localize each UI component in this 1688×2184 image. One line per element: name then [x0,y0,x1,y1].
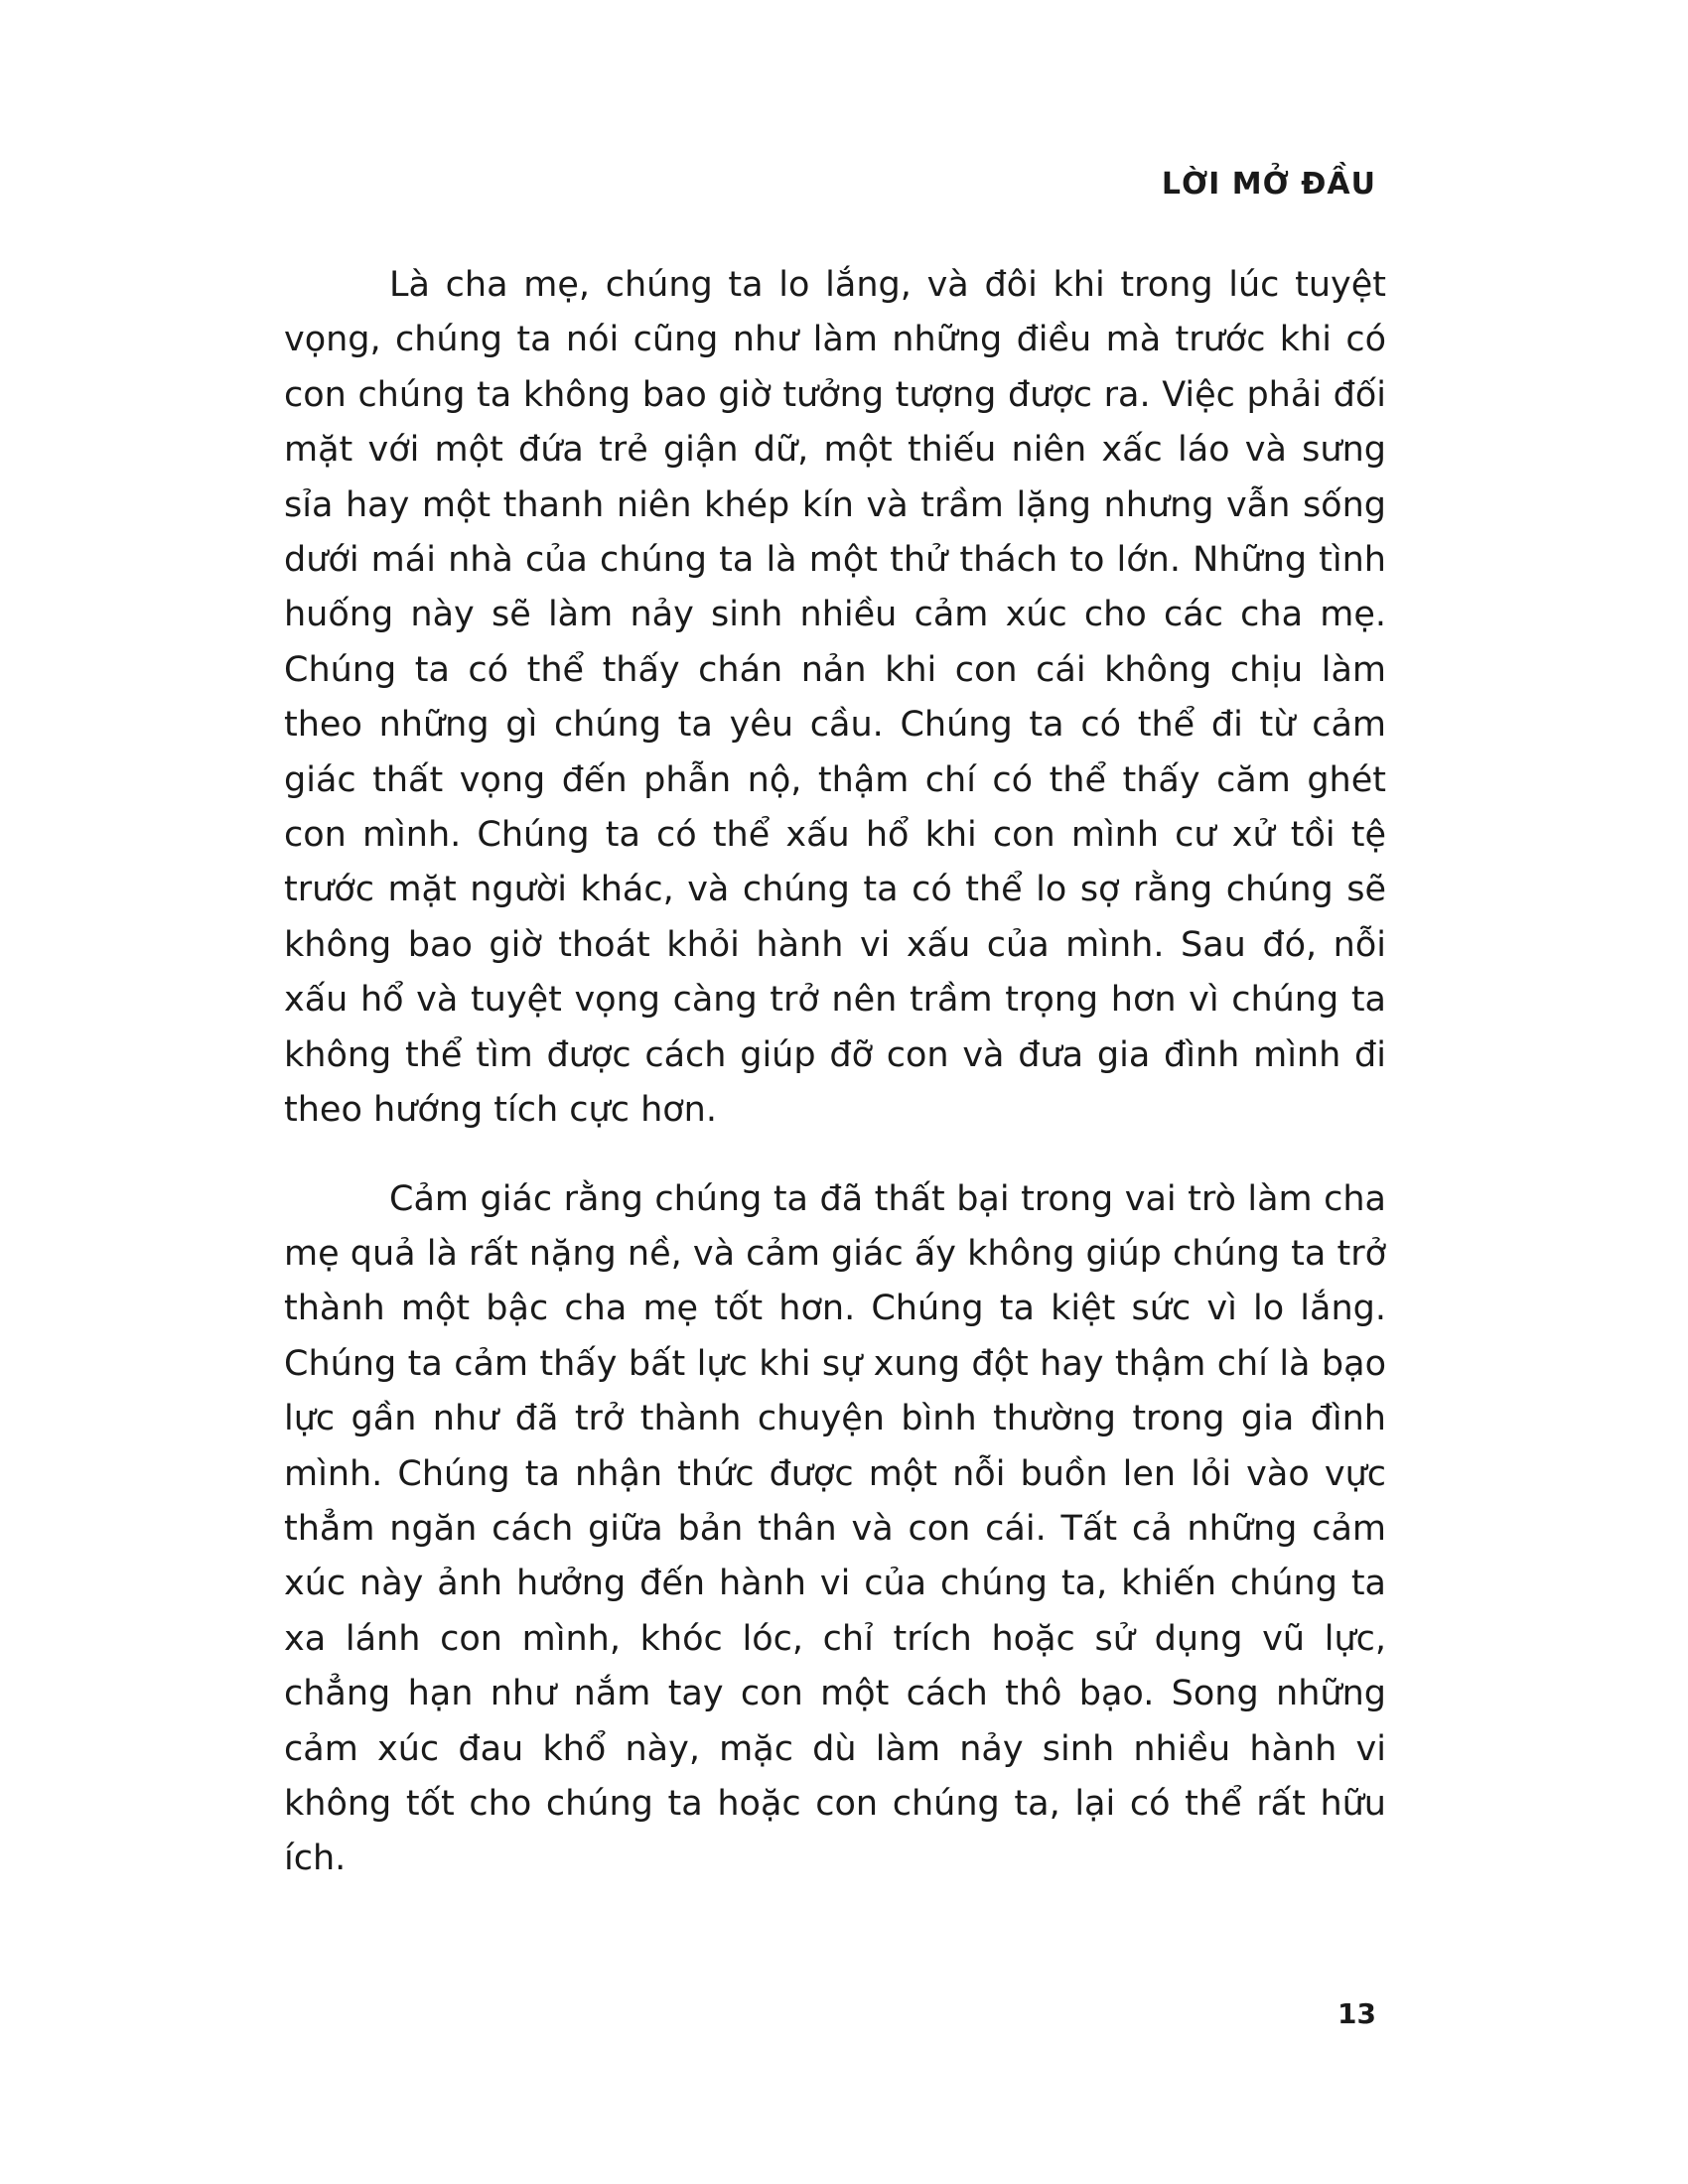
paragraph-2: Cảm giác rằng chúng ta đã thất bại trong vai trò làm cha mẹ quả là rất nặng nề, và cảm giác ấy không giúp chúng ta trở thành một bậc cha mẹ tốt hơn. Chúng ta kiệt sức vì lo lắng. Chúng ta cảm thấy bất lực khi sự xung đột hay thậm chí là bạo lực gần như đã trở thành chuyện bình thường trong gia đình mình. Chúng ta nhận thức được một nỗi buồn len lỏi vào vực thẳm ngăn cách giữa bản thân và con cái. Tất cả những cảm xúc này ảnh hưởng đến hành vi của chúng ta, khiến chúng ta xa lánh con mình, khóc lóc, chỉ trích hoặc sử dụng vũ lực, chẳng hạn như nắm tay con một cách thô bạo. Song những cảm xúc đau khổ này, mặc dù làm nảy sinh nhiều hành vi không tốt cho chúng ta hoặc con chúng ta, lại có thể rất hữu ích. [284,1178,1386,1879]
paragraph-1: Là cha mẹ, chúng ta lo lắng, và đôi khi trong lúc tuyệt vọng, chúng ta nói cũng như làm những điều mà trước khi có con chúng ta không bao giờ tưởng tượng được ra. Việc phải đối mặt với một đứa trẻ giận dữ, một thiếu niên xấc láo và sưng sỉa hay một thanh niên khép kín và trầm lặng nhưng vẫn sống dưới mái nhà của chúng ta là một thử thách to lớn. Những tình huống này sẽ làm nảy sinh nhiều cảm xúc cho các cha mẹ. Chúng ta có thể thấy chán nản khi con cái không chịu làm theo những gì chúng ta yêu cầu. Chúng ta có thể đi từ cảm giác thất vọng đến phẫn nộ, thậm chí có thể thấy căm ghét con mình. Chúng ta có thể xấu hổ khi con mình cư xử tồi tệ trước mặt người khác, và chúng ta có thể lo sợ rằng chúng sẽ không bao giờ thoát khỏi hành vi xấu của mình. Sau đó, nỗi xấu hổ và tuyệt vọng càng trở nên trầm trọng hơn vì chúng ta không thể tìm được cách giúp đỡ con và đưa gia đình mình đi theo hướng tích cực hơn. [284,265,1386,1131]
page-number: 13 [1337,1997,1376,2030]
body-text [284,258,1386,1921]
running-header: LỜI MỞ ĐẦU [1161,167,1376,202]
